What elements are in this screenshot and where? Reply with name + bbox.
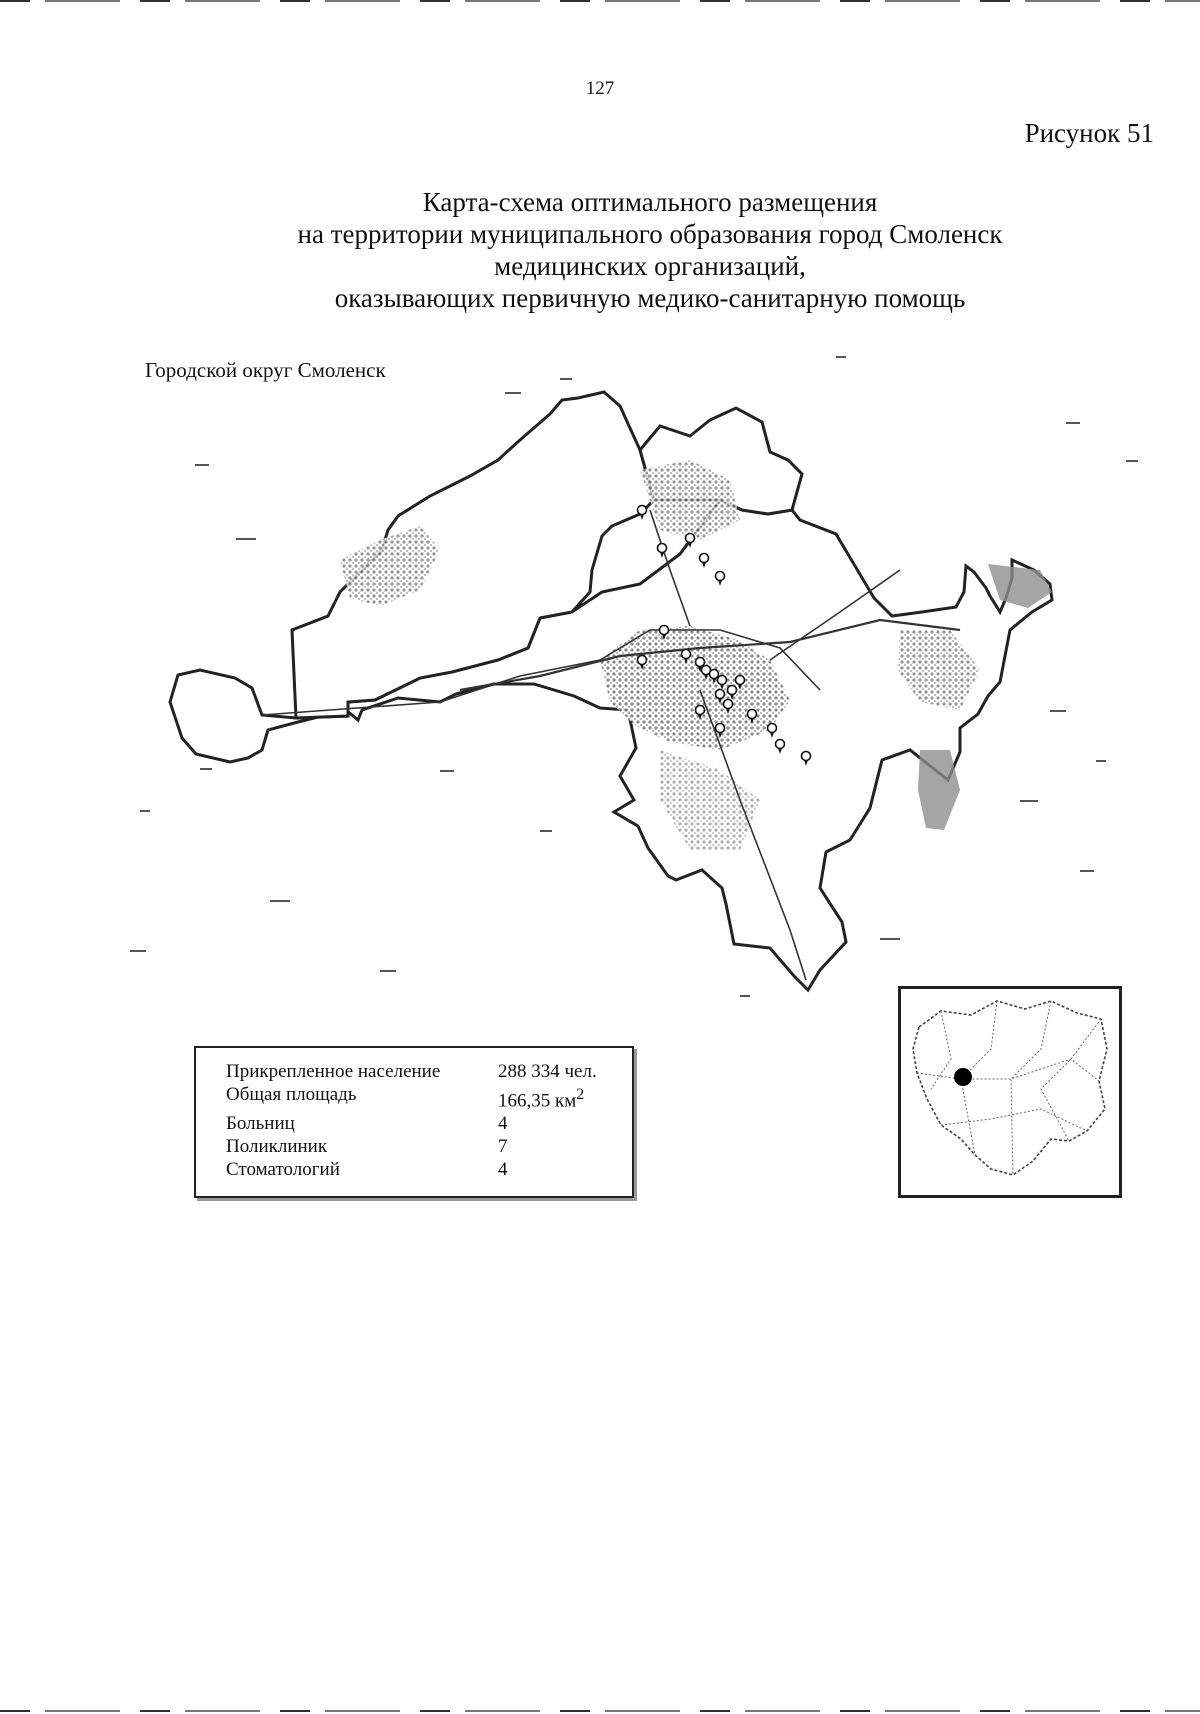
speck: [1080, 870, 1094, 872]
speck: [270, 900, 290, 902]
speck: [195, 464, 209, 466]
stats-label: Стоматологий: [226, 1159, 340, 1181]
stats-unit-sup: 2: [576, 1086, 585, 1103]
speck: [200, 768, 212, 770]
region-label: Городской округ Смоленск: [145, 358, 386, 382]
inset-svg: [901, 989, 1119, 1195]
region-inset-map: [898, 986, 1122, 1198]
speck: [130, 950, 146, 952]
stats-label: Поликлиник: [226, 1136, 328, 1158]
speck: [1096, 760, 1106, 762]
stats-value: 166,35 км: [498, 1090, 577, 1112]
speck: [1020, 800, 1038, 802]
speck: [880, 938, 900, 940]
stats-label: Прикрепленное население: [226, 1061, 441, 1082]
stats-value: 4: [498, 1159, 508, 1181]
stats-table: [226, 1060, 597, 1181]
speck: [740, 995, 750, 997]
stats-box: [194, 1046, 634, 1198]
page-number: 127: [585, 78, 615, 99]
stats-value: 288 334 чел.: [498, 1061, 597, 1082]
speck: [236, 538, 256, 540]
speck: [560, 378, 572, 380]
stats-value: 4: [498, 1113, 508, 1135]
map-pin-icon: [638, 506, 647, 521]
stats-label: Больниц: [226, 1113, 295, 1135]
stats-row-population: [226, 1060, 597, 1083]
city-boundary: [170, 500, 1052, 990]
title-line-1: Карта-схема оптимального размещения: [422, 187, 878, 217]
title-line-3: медицинских организаций,: [494, 251, 806, 281]
stats-row-area: [226, 1083, 597, 1112]
map-title: [100, 186, 1200, 314]
speck: [540, 830, 552, 832]
stats-label: Общая площадь: [226, 1084, 357, 1105]
speck: [505, 392, 521, 394]
stats-row-polyclinics: [226, 1135, 597, 1158]
stats-value: 7: [498, 1136, 508, 1158]
speck: [140, 810, 150, 812]
title-line-2: на территории муниципального образования город Смоленск: [297, 219, 1003, 249]
speck: [1066, 422, 1080, 424]
speck: [836, 356, 846, 358]
scan-edge-top: [0, 0, 1200, 2]
speck: [1050, 710, 1066, 712]
smolensk-location-marker: [954, 1068, 972, 1086]
speck: [440, 770, 454, 772]
stats-value-area: [498, 1083, 597, 1112]
title-line-4: оказывающих первичную медико-санитарную помощь: [334, 283, 966, 313]
speck: [1126, 460, 1138, 462]
figure-label: Рисунок 51: [1024, 118, 1154, 148]
oblast-boundary: [913, 1001, 1107, 1175]
scan-edge-bottom: [0, 1710, 1200, 1712]
stats-row-hospitals: [226, 1112, 597, 1135]
stats-row-dentistry: [226, 1158, 597, 1181]
speck: [380, 970, 396, 972]
city-map: [0, 330, 1200, 1030]
